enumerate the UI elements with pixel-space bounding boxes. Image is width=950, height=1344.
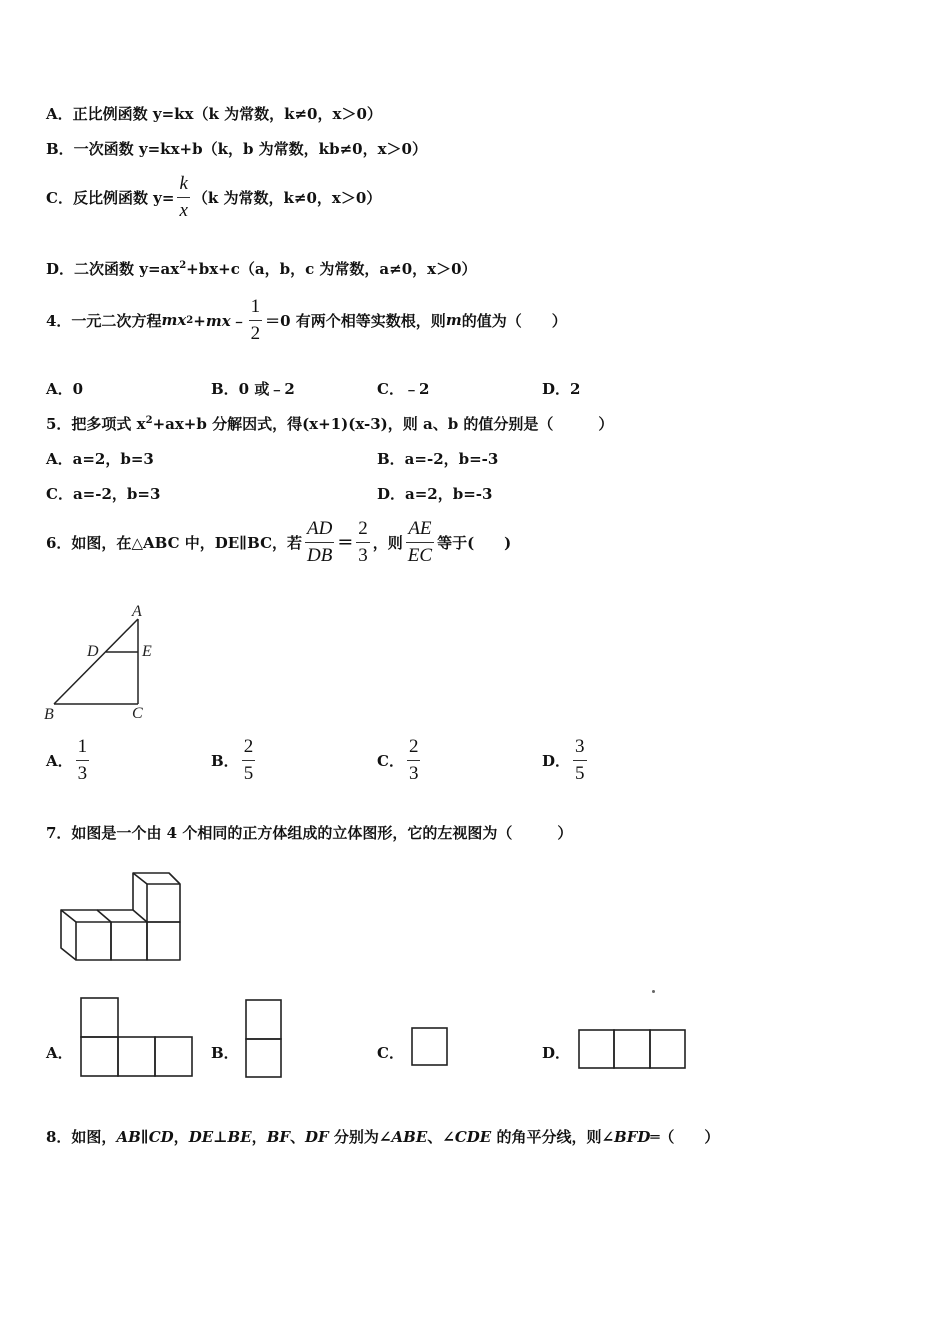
q4-suffix: 的值为（ ）: [461, 311, 567, 330]
front-cube-1: [76, 922, 111, 960]
q8-text: 8．如图，: [46, 1128, 117, 1146]
q3-option-c-suffix: （k 为常数，k≠0，x＞0）: [192, 188, 382, 207]
q8-text: ，: [251, 1128, 267, 1146]
option-fraction: [242, 736, 256, 785]
q8-text: 、: [290, 1128, 306, 1146]
q6-prefix: 6．如图，在△ABC 中，DE∥BC，若: [46, 533, 303, 552]
view-square: [579, 1030, 614, 1068]
q5-prefix: 5．把多项式 x: [46, 415, 146, 433]
fraction-denominator: 3: [358, 544, 368, 566]
q7-option-d-label: D．: [542, 1044, 571, 1062]
front-cube-2: [111, 922, 147, 960]
superscript: 2: [145, 415, 153, 426]
q4-option-c: C．﹣2: [377, 380, 430, 398]
fraction-denominator: 3: [408, 762, 419, 784]
q4-equation-term: +mx﹣: [193, 311, 246, 330]
front-cube-3: [147, 922, 180, 960]
q8-text: ⊥: [213, 1128, 228, 1146]
q3-option-c: [46, 172, 381, 222]
q8-text: ，: [173, 1128, 189, 1146]
fraction-numerator: k: [177, 173, 189, 198]
q3-option-d-suffix: +bx+c（a，b，c 为常数，a≠0，x＞0）: [186, 260, 477, 278]
label-a: A: [132, 603, 142, 620]
q8-text: ∥: [140, 1128, 149, 1146]
q6-option-d: [542, 734, 590, 786]
side-ab: [54, 619, 138, 704]
view-square: [614, 1030, 650, 1068]
cube-solid-figure: [55, 868, 190, 968]
q8-math: ABE: [391, 1128, 428, 1146]
q4-option-d: D．2: [542, 380, 581, 398]
q7-option-a-figure: [79, 996, 194, 1080]
q5-option-c: C．a=-2，b=3: [46, 485, 161, 503]
q8-math: BF: [266, 1128, 291, 1146]
triangle-figure: [40, 598, 170, 728]
q6-suffix: 等于( ): [437, 533, 512, 552]
q8-text: 的角平分线，则∠: [491, 1128, 615, 1146]
q6-stem: [46, 514, 511, 570]
fraction-numerator: 3: [573, 736, 587, 761]
q8-math: BFD: [614, 1128, 651, 1146]
upper-side-face: [133, 873, 147, 910]
q8-math: CD: [148, 1128, 174, 1146]
q7-option-b-figure: [244, 998, 284, 1080]
q4-equation-term: mx: [161, 311, 187, 329]
q3-option-b: B．一次函数 y=kx+b（k，b 为常数，kb≠0，x＞0）: [46, 140, 427, 158]
q5-option-b: B．a=-2，b=-3: [377, 450, 499, 468]
option-letter: B．: [211, 751, 239, 770]
option-fraction: [407, 736, 421, 785]
view-square: [155, 1037, 192, 1076]
label-e: E: [142, 643, 152, 660]
label-d: D: [87, 643, 99, 660]
q3-option-a: A．正比例函数 y=kx（k 为常数，k≠0，x＞0）: [46, 105, 382, 123]
superscript: 2: [179, 260, 187, 271]
view-square: [81, 998, 118, 1037]
q8-text: ═（ ）: [650, 1128, 720, 1146]
q4-suffix: ＝0 有两个相等实数根，则: [265, 311, 446, 330]
label-c: C: [132, 705, 143, 722]
fraction-numerator: AE: [406, 518, 433, 543]
q8-text: 分别为∠: [328, 1128, 392, 1146]
option-letter: C．: [377, 751, 404, 770]
view-square: [81, 1037, 118, 1076]
q6-fraction-ad-db: [305, 518, 334, 567]
q6-option-a: [46, 734, 92, 786]
q6-fraction-2-3: [356, 518, 370, 567]
view-square: [246, 1039, 281, 1077]
q4-prefix: 4．一元二次方程: [46, 311, 162, 330]
option-letter: A．: [46, 751, 73, 770]
fraction-numerator: AD: [305, 518, 334, 543]
q8-math: DF: [305, 1128, 329, 1146]
view-square: [650, 1030, 685, 1068]
fraction-denominator: x: [179, 199, 188, 221]
view-square: [412, 1028, 447, 1065]
q5-suffix: +ax+b 分解因式，得(x+1)(x-3)，则 a、b 的值分别是（ ）: [152, 415, 614, 433]
view-square: [246, 1000, 281, 1039]
label-b: B: [44, 706, 54, 723]
q3-option-c-fraction: [177, 173, 189, 222]
equals-sign: =: [337, 531, 354, 553]
fraction-denominator: 2: [250, 322, 261, 344]
q4-option-b: B．0 或﹣2: [211, 380, 295, 398]
q3-option-d: [46, 258, 477, 279]
superscript: 2: [186, 314, 194, 326]
q6-middle: ，则: [372, 533, 403, 552]
q8-math: CDE: [454, 1128, 492, 1146]
option-fraction: [573, 736, 587, 785]
q4-option-a: A．0: [46, 380, 84, 398]
stray-dot: [652, 990, 655, 993]
q5-option-a: A．a=2，b=3: [46, 450, 154, 468]
q6-fraction-ae-ec: [406, 518, 434, 567]
fraction-numerator: 1: [76, 736, 90, 761]
view-square: [118, 1037, 155, 1076]
q3-option-c-prefix: C．反比例函数 y=: [46, 188, 175, 207]
fraction-numerator: 2: [242, 736, 256, 761]
q7-option-c-label: C．: [377, 1044, 404, 1062]
top-cube: [147, 884, 180, 922]
fraction-numerator: 1: [249, 296, 263, 321]
fraction-numerator: 2: [407, 736, 421, 761]
option-fraction: [76, 736, 90, 785]
fraction-denominator: 5: [575, 762, 585, 784]
left-side-face: [61, 910, 76, 960]
q4-stem: [46, 292, 567, 348]
q4-variable: m: [445, 311, 462, 329]
q6-option-b: [211, 734, 258, 786]
option-letter: D．: [542, 751, 571, 770]
q7-option-b-label: B．: [211, 1044, 239, 1062]
q7-stem: 7．如图是一个由 4 个相同的正方体组成的立体图形，它的左视图为（ ）: [46, 824, 573, 842]
q8-stem: [46, 1126, 719, 1147]
q5-option-d: D．a=2，b=-3: [377, 485, 493, 503]
q8-math: AB: [116, 1128, 141, 1146]
q8-text: 、∠: [427, 1128, 455, 1146]
q5-stem: [46, 413, 613, 434]
q6-option-c: [377, 734, 423, 786]
q7-option-d-figure: [577, 1027, 689, 1071]
fraction-denominator: DB: [307, 544, 333, 566]
q7-option-a-label: A．: [46, 1044, 73, 1062]
q3-option-d-prefix: D．二次函数 y=ax: [46, 260, 180, 278]
fraction-denominator: EC: [407, 544, 433, 566]
fraction-numerator: 2: [356, 518, 370, 543]
q8-math: BE: [227, 1128, 252, 1146]
q8-math: DE: [188, 1128, 214, 1146]
fraction-denominator: 3: [77, 762, 88, 784]
fraction-denominator: 5: [243, 762, 254, 784]
q7-option-c-figure: [410, 1026, 450, 1068]
q4-fraction: [249, 296, 263, 345]
